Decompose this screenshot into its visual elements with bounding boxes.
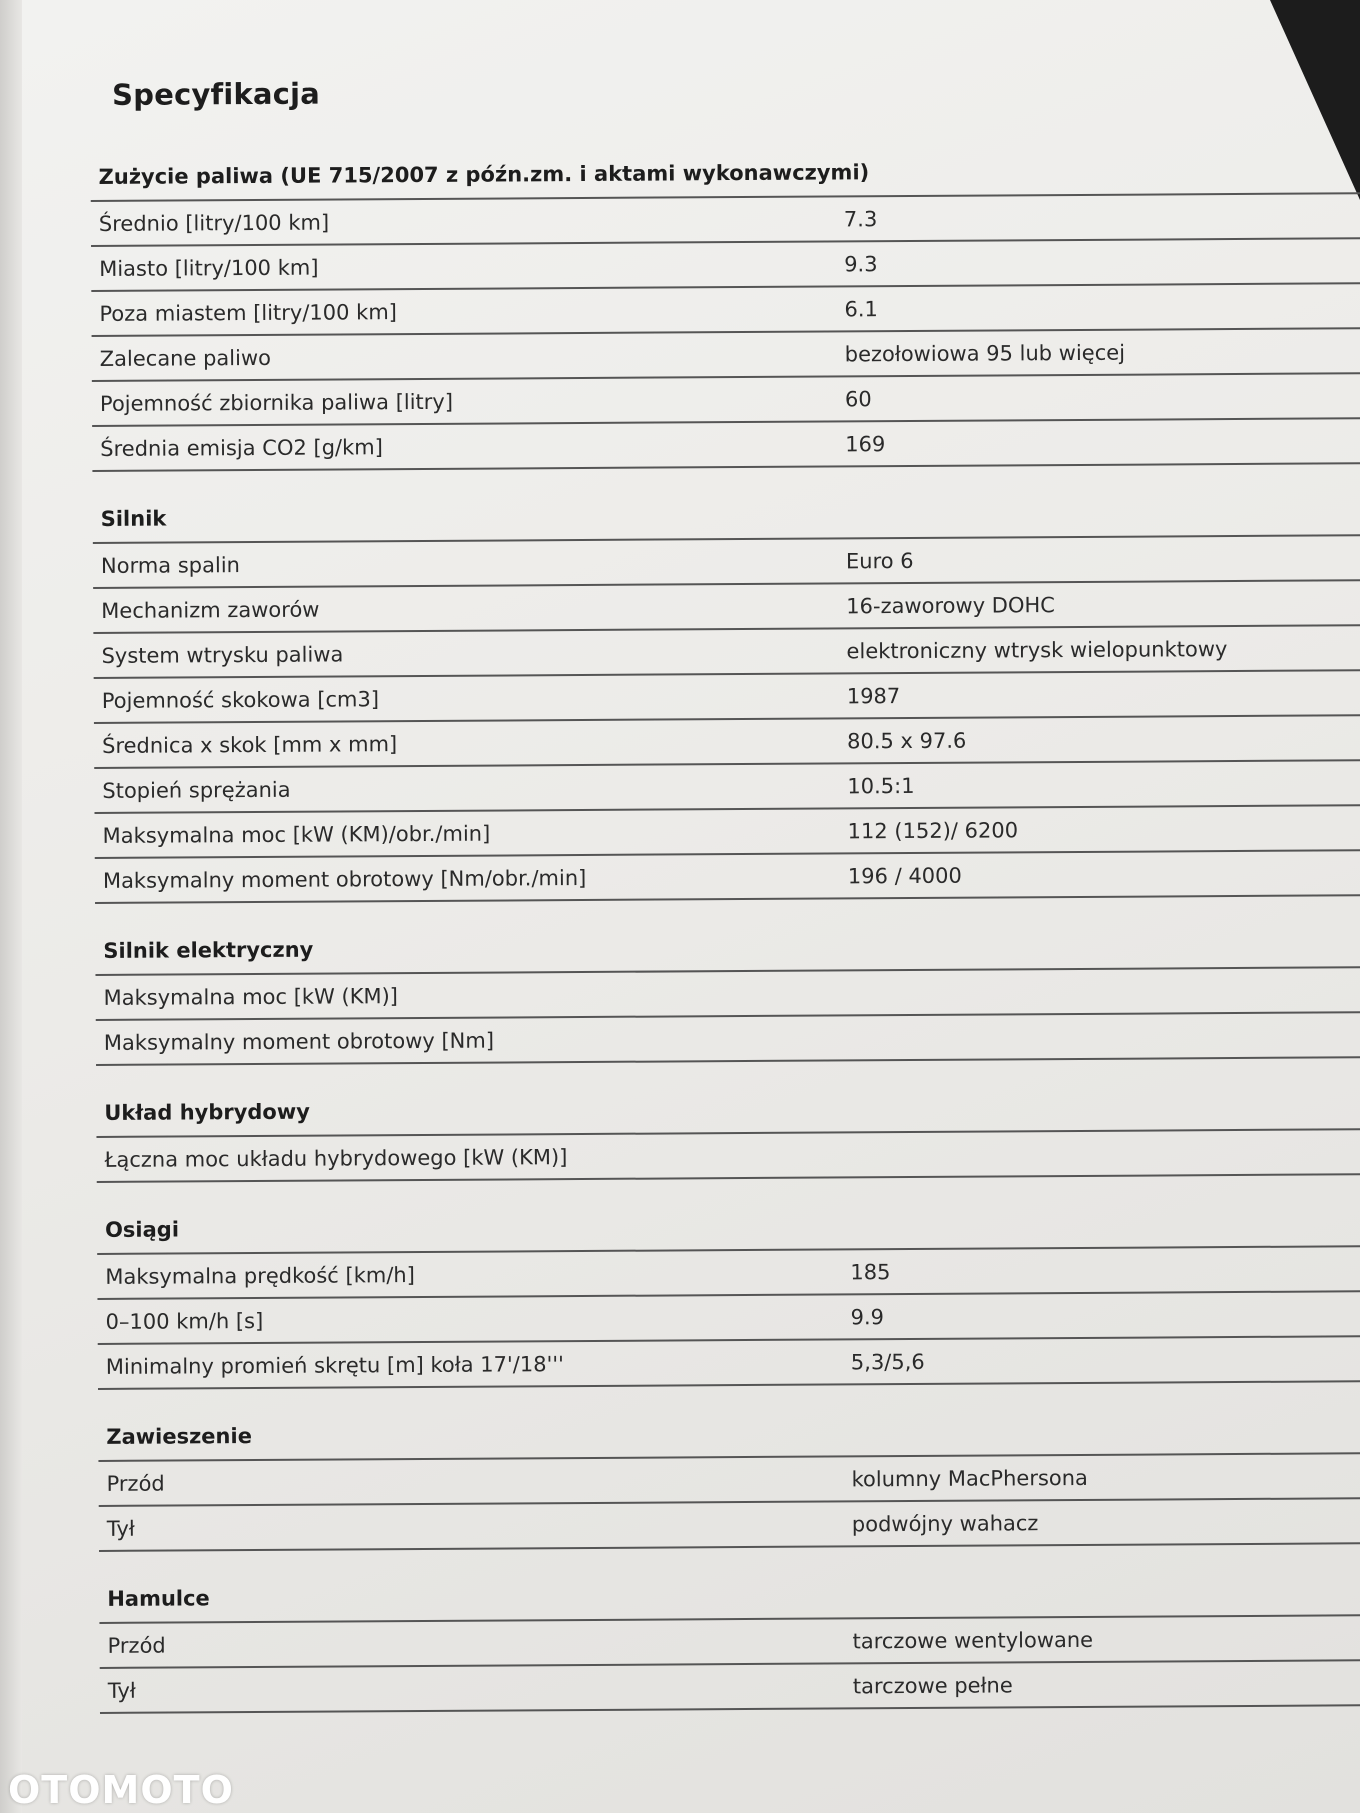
spec-label: Poza miastem [litry/100 km] (99, 299, 398, 326)
spec-sections (90, 148, 1360, 1714)
spec-row (94, 671, 1360, 724)
spec-row (96, 1013, 1360, 1066)
spec-value: 6.1 (844, 296, 878, 321)
section-header: Zużycie paliwa (UE 715/2007 z późn.zm. i aktami wykonawczymi) (90, 148, 1360, 202)
spec-value: bezołowiowa 95 lub więcej (844, 340, 1126, 366)
spec-value: 185 (850, 1259, 891, 1284)
spec-row (91, 239, 1360, 292)
spec-value (850, 1152, 1360, 1155)
spec-row (91, 284, 1360, 337)
spec-section (96, 1084, 1360, 1183)
spec-label: Minimalny promień skrętu [m] koła 17'/18''' (105, 1351, 564, 1379)
spec-row (100, 1661, 1360, 1714)
spec-value: tarczowe pełne (852, 1672, 1013, 1698)
spec-value: tarczowe wentylowane (852, 1627, 1094, 1653)
spec-row (92, 419, 1360, 472)
spec-row (98, 1454, 1360, 1507)
spec-row (95, 968, 1360, 1021)
spec-label: Mechanizm zaworów (101, 597, 320, 623)
spec-value (849, 1035, 1360, 1038)
spec-row (93, 626, 1360, 679)
spec-section (98, 1408, 1360, 1552)
spec-value: 60 (844, 386, 872, 411)
spec-label: Przód (106, 1471, 165, 1496)
spec-section (95, 922, 1360, 1066)
spec-label: Stopień sprężania (102, 777, 291, 803)
spec-row (94, 761, 1360, 814)
spec-row (94, 716, 1360, 769)
section-header: Zawieszenie (98, 1408, 1360, 1462)
spec-value: 169 (845, 431, 886, 456)
spec-value: 196 / 4000 (847, 863, 962, 888)
spec-value: 9.9 (850, 1304, 885, 1329)
spec-label: Maksymalny moment obrotowy [Nm] (103, 1028, 495, 1055)
spec-label: Pojemność skokowa [cm3] (101, 686, 380, 713)
spec-row (92, 374, 1360, 427)
spec-row (91, 194, 1360, 247)
spec-value: 10.5:1 (847, 773, 915, 798)
spec-label: 0–100 km/h [s] (105, 1308, 264, 1334)
spec-row (95, 851, 1360, 904)
page-fold-edge (0, 0, 22, 1813)
spec-row (97, 1247, 1360, 1300)
spec-value: 5,3/5,6 (850, 1349, 925, 1374)
spec-row (99, 1499, 1360, 1552)
spec-label: Średnia emisja CO2 [g/km] (100, 434, 383, 461)
spec-row (92, 329, 1360, 382)
spec-row (94, 806, 1360, 859)
spec-value: podwójny wahacz (851, 1510, 1039, 1536)
spec-label: Maksymalna moc [kW (KM)] (103, 983, 399, 1010)
spec-row (93, 536, 1360, 589)
spec-section (99, 1570, 1360, 1714)
spec-label: Łączna moc układu hybrydowego [kW (KM)] (104, 1144, 568, 1172)
spec-section (93, 490, 1360, 904)
spec-label: Maksymalny moment obrotowy [Nm/obr./min] (102, 865, 587, 893)
spec-value: 1987 (846, 683, 901, 708)
section-header: Osiągi (97, 1201, 1360, 1255)
spec-label: Miasto [litry/100 km] (99, 255, 319, 281)
spec-label: Średnica x skok [mm x mm] (102, 731, 398, 758)
spec-row (93, 581, 1360, 634)
spec-value: elektroniczny wtrysk wielopunktowy (846, 636, 1228, 663)
spec-row (97, 1292, 1360, 1345)
spec-value: 80.5 x 97.6 (846, 728, 967, 753)
otomoto-watermark: OTOMOTO (8, 1768, 234, 1812)
spec-label: Maksymalna moc [kW (KM)/obr./min] (102, 821, 491, 848)
spec-label: Tył (107, 1678, 136, 1703)
spec-label: System wtrysku paliwa (101, 641, 344, 668)
spec-section (90, 148, 1360, 472)
spec-row (99, 1616, 1360, 1669)
spec-content (90, 70, 1360, 1740)
spec-label: Norma spalin (100, 552, 241, 578)
spec-value: 7.3 (843, 206, 878, 231)
spec-section (97, 1201, 1360, 1390)
spec-value: kolumny MacPhersona (851, 1465, 1088, 1491)
spec-label: Przód (107, 1633, 166, 1658)
spec-label: Tył (106, 1516, 135, 1541)
section-header: Silnik elektryczny (95, 922, 1360, 976)
spec-row (98, 1337, 1360, 1390)
spec-value (849, 990, 1360, 993)
spec-value: 16-zaworowy DOHC (846, 592, 1055, 618)
spec-label: Maksymalna prędkość [km/h] (105, 1262, 415, 1289)
spec-label: Pojemność zbiornika paliwa [litry] (99, 389, 454, 416)
section-header: Hamulce (99, 1570, 1360, 1624)
spec-label: Średnio [litry/100 km] (98, 210, 330, 236)
spec-label: Zalecane paliwo (99, 345, 272, 371)
section-header: Silnik (93, 490, 1360, 544)
spec-value: 9.3 (844, 251, 878, 276)
section-header: Układ hybrydowy (96, 1084, 1360, 1138)
spec-value: 112 (152)/ 6200 (847, 817, 1019, 843)
spec-row (96, 1130, 1360, 1183)
spec-value: Euro 6 (845, 548, 914, 573)
page-title: Specyfikacja (111, 76, 321, 112)
